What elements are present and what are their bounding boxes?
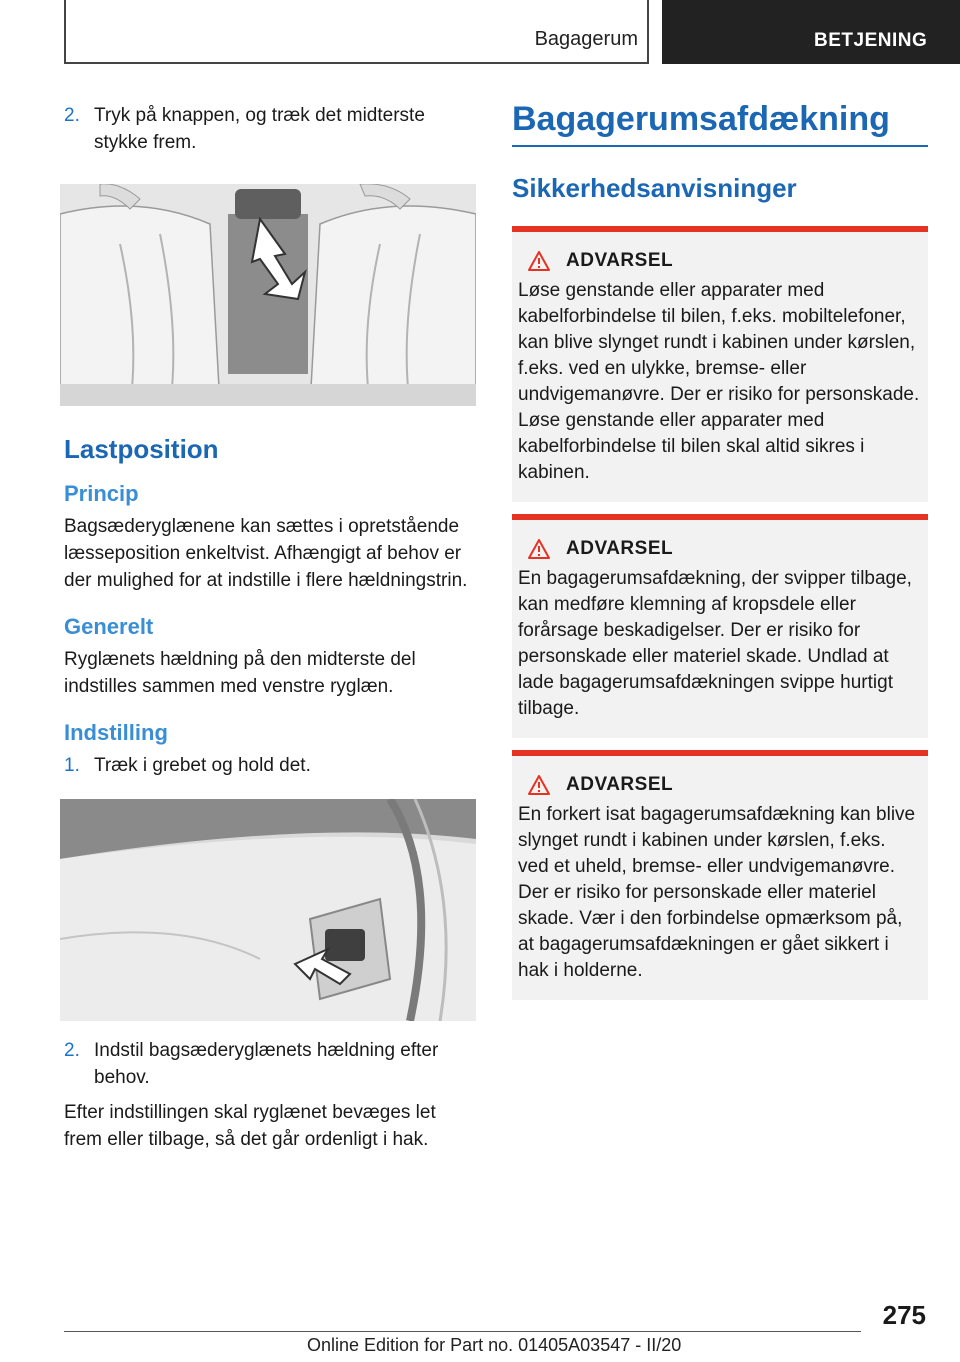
- general-text: Ryglænets hældning på den midterste del indstilles sammen med venstre ryglæn.: [64, 649, 416, 697]
- main-title: Bagagerumsafdækning: [512, 100, 928, 147]
- warning-box: [512, 750, 928, 1000]
- step-number: 2.: [64, 1040, 80, 1061]
- step-item: [64, 752, 476, 779]
- warning-box: [512, 514, 928, 738]
- warning-text: En bagagerumsafdækning, der svipper tilbage, kan medføre klemning af kropsdele eller forårsage beskadigelser. Der er risiko for personskade eller materiel skade. Undlad at lade bagagerumsafdækningen svippe hurtigt tilbage.: [518, 568, 912, 719]
- warning-label: ADVARSEL: [566, 774, 674, 795]
- step-item: [64, 1037, 476, 1091]
- principle-text: Bagsæderyglænene kan sættes i opretstående læsseposition enkeltvist. Afhængigt af behov er der mulighed for at indstille i flere hældningstrin.: [64, 516, 468, 591]
- step-text: Tryk på knappen, og træk det midterste stykke frem.: [94, 105, 425, 153]
- warning-label: ADVARSEL: [566, 250, 674, 271]
- safety-subtitle: Sikkerhedsanvisninger: [512, 173, 797, 203]
- right-column: [512, 100, 928, 1012]
- warning-triangle-icon: [528, 251, 550, 271]
- step-text: Indstil bagsæderyglænets hældning efter behov.: [94, 1040, 439, 1088]
- warning-header: [518, 774, 920, 796]
- left-column: [64, 102, 476, 1173]
- footer-edition: Online Edition for Part no. 01405A03547 - II/20: [307, 1335, 682, 1355]
- footer-divider: [64, 1331, 861, 1332]
- seat-release-lever-photo: [60, 799, 476, 1021]
- warning-text: Løse genstande eller apparater med kabelforbindelse til bilen, f.eks. mobiltelefoner, kan blive slynget rundt i kabinen under kørslen, f.eks. ved en ulykke, bremse- eller undvigemanøvre. Der er risiko for personskade. Løse genstande eller apparater med kabelforbindelse til bilen skal altid sikres i kabinen.: [518, 280, 920, 483]
- subheading-principle: Princip: [64, 481, 139, 506]
- step-item: [64, 102, 476, 156]
- subheading-setting: Indstilling: [64, 720, 168, 745]
- section-heading: Lastposition: [64, 434, 219, 464]
- step-number: 1.: [64, 755, 80, 776]
- after-setting-text: Efter indstillingen skal ryglænet bevæges let frem eller tilbage, så det går ordenligt i hak.: [64, 1102, 436, 1150]
- page-number: 275: [882, 1300, 926, 1330]
- warning-header: [518, 250, 920, 272]
- step-text: Træk i grebet og hold det.: [94, 755, 311, 776]
- warning-text: En forkert isat bagagerumsafdækning kan blive slynget rundt i kabinen under kørslen, f.eks. ved et uheld, bremse- eller undvigemanøvre. Der er risiko for personskade eller materiel skade. Vær i den forbindelse opmærksom på, at bagagerumsafdækningen er gået sikkert i hak i holderne.: [518, 804, 916, 981]
- rear-seat-center-section-photo: [60, 184, 476, 406]
- subheading-general: Generelt: [64, 614, 154, 639]
- warning-triangle-icon: [528, 539, 550, 559]
- header-chapter-tab: BETJENING: [662, 0, 960, 64]
- warning-label: ADVARSEL: [566, 538, 674, 559]
- warning-header: [518, 538, 920, 560]
- warning-triangle-icon: [528, 775, 550, 795]
- header-section-title: Bagagerum: [534, 28, 638, 50]
- warning-box: [512, 226, 928, 502]
- step-number: 2.: [64, 105, 80, 126]
